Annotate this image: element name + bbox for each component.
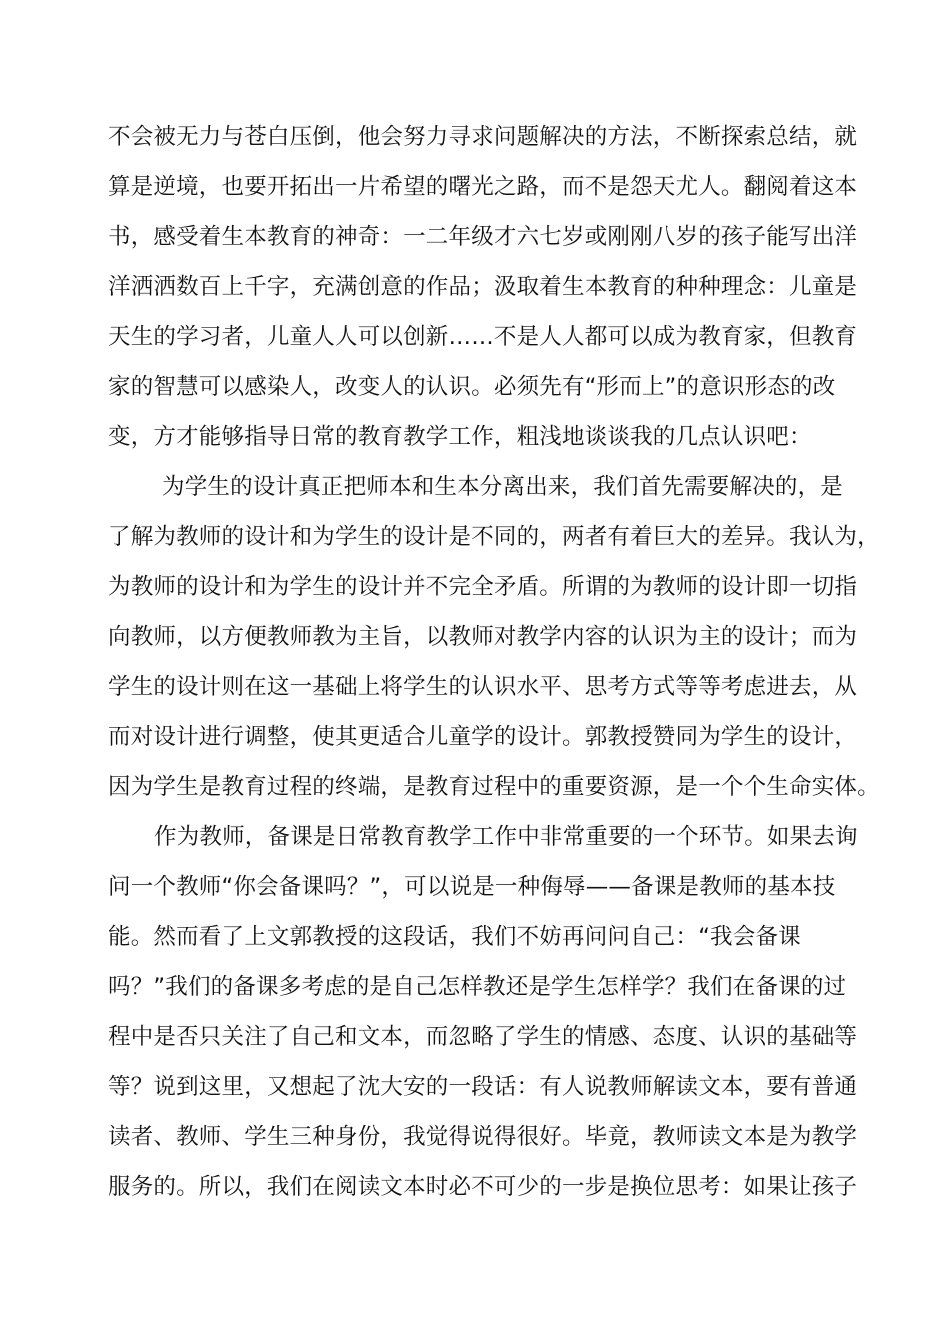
text-line: 等？说到这里，又想起了沈大安的一段话：有人说教师解读文本，要有普通 — [108, 1074, 858, 1100]
text-line: 天生的学习者，儿童人人可以创新……不是人人都可以成为教育家，但教育 — [108, 324, 858, 350]
text-line: 吗？”我们的备课多考虑的是自己怎样教还是学生怎样学？我们在备课的过 — [108, 974, 847, 1000]
text-line: 洋洒洒数百上千字，充满创意的作品；汲取着生本教育的种种理念：儿童是 — [108, 274, 858, 300]
text-line: 书，感受着生本教育的神奇：一二年级才六七岁或刚刚八岁的孩子能写出洋 — [108, 224, 858, 250]
text-line: 而对设计进行调整，使其更适合儿童学的设计。郭教授赞同为学生的设计， — [108, 724, 858, 750]
text-line: 读者、教师、学生三种身份，我觉得说得很好。毕竟，教师读文本是为教学 — [108, 1124, 858, 1150]
paragraph-start-line: 为学生的设计真正把师本和生本分离出来，我们首先需要解决的，是 — [162, 474, 844, 500]
text-line: 服务的。所以，我们在阅读文本时必不可少的一步是换位思考：如果让孩子 — [108, 1174, 858, 1200]
text-line: 学生的设计则在这一基础上将学生的认识水平、思考方式等等考虑进去，从 — [108, 674, 858, 700]
text-line: 为教师的设计和为学生的设计并不完全矛盾。所谓的为教师的设计即一切指 — [108, 574, 858, 600]
text-line: 因为学生是教育过程的终端，是教育过程中的重要资源，是一个个生命实体。 — [108, 774, 880, 800]
text-line: 家的智慧可以感染人，改变人的认识。必须先有“形而上”的意识形态的改 — [108, 374, 836, 400]
text-line: 变，方才能够指导日常的教育教学工作，粗浅地谈谈我的几点认识吧： — [108, 424, 812, 450]
text-line: 了解为教师的设计和为学生的设计是不同的，两者有着巨大的差异。我认为， — [108, 524, 880, 550]
text-line: 能。然而看了上文郭教授的这段话，我们不妨再问问自己：“我会备课 — [108, 924, 801, 950]
text-line: 不会被无力与苍白压倒，他会努力寻求问题解决的方法，不断探索总结，就 — [108, 124, 858, 150]
text-line: 向教师，以方便教师教为主旨，以教师对教学内容的认识为主的设计；而为 — [108, 624, 858, 650]
text-line: 问一个教师“你会备课吗？”，可以说是一种侮辱——备课是教师的基本技 — [108, 874, 836, 900]
text-line: 算是逆境，也要开拓出一片希望的曙光之路，而不是怨天尤人。翻阅着这本 — [108, 174, 858, 200]
paragraph-start-line: 作为教师，备课是日常教育教学工作中非常重要的一个环节。如果去询 — [154, 824, 858, 850]
text-line: 程中是否只关注了自己和文本，而忽略了学生的情感、态度、认识的基础等 — [108, 1024, 858, 1050]
